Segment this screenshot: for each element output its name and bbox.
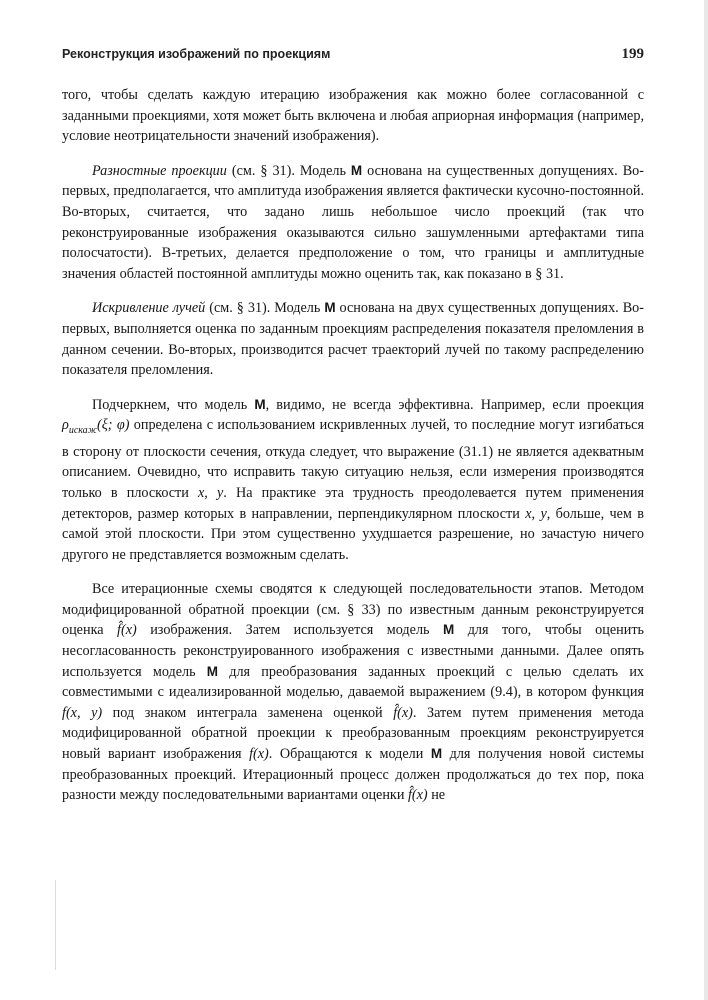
math-fhat: f̂(x) [393, 704, 413, 721]
scan-edge [704, 0, 708, 1000]
paragraph-lead: Разностные проекции [92, 162, 227, 179]
paragraph-text: основана на существенных допущениях. Во-первых, предполагается, что амплитуда изображения является фактически кусочно-постоянной. Во-вторых, считается, что задано лишь небольшое число проекций (так что реконструированные изображения оказываются сильно зашумленными артефактами типа полосчатости). В-третьих, делается предположение о том, что границы и амплитудные значения областей постоянной амплитуды можно оценить так, как показано в § 31. [62, 162, 644, 282]
page-number: 199 [621, 46, 644, 62]
paragraph-continuation [62, 85, 644, 147]
model-symbol: M [350, 162, 363, 178]
paragraph-text: изображения. Затем используется модель [136, 622, 443, 639]
math-fhat: f̂(x) [117, 622, 137, 639]
paragraph-text: , больше, чем в самой этой плоскости. При этом существенно ухудшается разрешение, но зачастую ничего другого не представляется возможным сделать. [62, 505, 644, 563]
paragraph-text: Все итерационные схемы сводятся к следующей последовательности этапов. Методом модифицированной обратной проекции (см. § 33) по известным данным реконструируется оценка [62, 581, 644, 639]
paragraph-text: (см. § 31). Модель [205, 300, 325, 317]
paragraph-iterative-schemes [62, 579, 644, 806]
rho-symbol: ρ [62, 417, 69, 434]
paragraph-model-note [62, 395, 644, 566]
model-symbol: M [206, 663, 219, 679]
paragraph-text: определена с использованием искривленных лучей, то последние могут изгибаться в сторону от плоскости сечения, откуда следует, что выражение (31.1) не является адекватным описанием. Очевидно, что исправить такую ситуацию нельзя, если измерения производятся только в плоскости [62, 417, 644, 501]
paragraph-text: Подчеркнем, что модель [92, 396, 255, 413]
paragraph-lead: Искривление лучей [92, 300, 206, 317]
rho-subscript: искаж [68, 425, 97, 437]
paragraph-text: . Обращаются к модели [268, 746, 431, 763]
paragraph-text: не [427, 787, 446, 804]
paragraph-text: . Затем путем применения метода модифицированной обратной проекции к преобразованным проекциям реконструируется новый вариант изображения [62, 704, 644, 763]
paragraph-text: для получения новой системы преобразованных проекций. Итерационный процесс должен продолжаться до тех пор, пока разности между последовательными вариантами оценки [62, 746, 644, 804]
model-symbol: M [430, 746, 443, 762]
paragraph-text: основана на двух существенных допущениях. Во-первых, выполняется оценка по заданным проекциям распределения показателя преломления в данном сечении. Во-вторых, производится расчет траекторий лучей по такому распределению показателя преломления. [62, 300, 644, 379]
book-page [62, 46, 644, 820]
paragraph-text: под знаком интеграла заменена оценкой [102, 704, 394, 721]
running-title: Реконструкция изображений по проекциям [62, 47, 331, 61]
model-symbol: M [254, 396, 266, 412]
paragraph-text: . На практике эта трудность преодолевается путем применения детекторов, размер которых в направлении, перпендикулярном плоскости [62, 484, 644, 522]
paragraph-text: того, чтобы сделать каждую итерацию изображения как можно более согласованной с заданными проекциями, хотя может быть включена и любая априорная информация (например, условие неотрицательности значений изображения). [62, 87, 644, 145]
paragraph-text: для преобразования заданных проекций с целью сделать их совместимыми с идеализированной моделью, даваемой выражением (9.4), в котором функция [62, 663, 645, 701]
paragraph-ray-bending [62, 298, 644, 380]
math-fhat: f̂(x) [407, 787, 428, 804]
scan-mark [55, 880, 56, 970]
running-header [62, 46, 644, 63]
math-xy: x, y [198, 484, 224, 501]
model-symbol: M [324, 300, 336, 316]
math-fxy: f(x, y) [62, 704, 103, 721]
model-symbol: M [442, 622, 455, 638]
math-fx: f(x) [249, 746, 269, 763]
rho-args: (ξ; φ) [96, 417, 130, 434]
paragraph-difference-projections [62, 161, 644, 285]
paragraph-text: , видимо, не всегда эффективна. Например, если проекция [265, 396, 645, 413]
paragraph-text: (см. § 31). Модель [226, 162, 351, 179]
paragraph-text: для того, чтобы оценить несогласованность реконструированного изображения с известными данными. Далее опять используется модель [62, 622, 644, 680]
math-xy: x, y [525, 505, 547, 522]
